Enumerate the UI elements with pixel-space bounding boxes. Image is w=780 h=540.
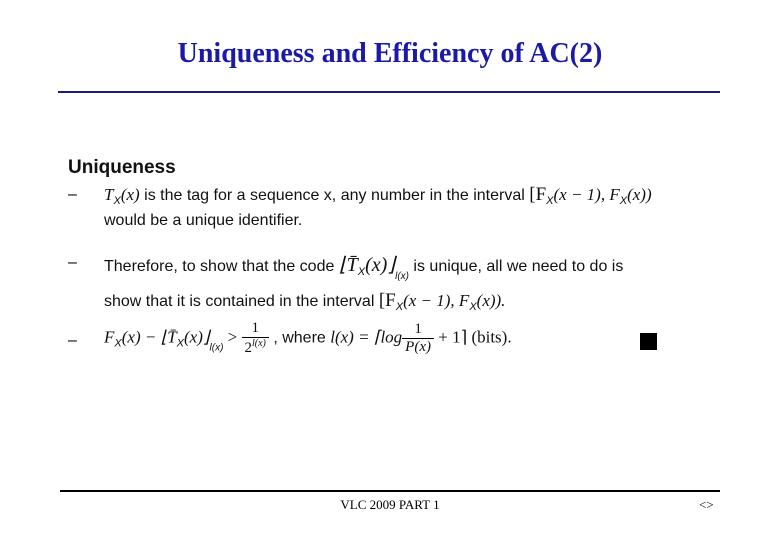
- bullet-dash-3: –: [68, 332, 77, 349]
- code-length-subscript: l(x): [395, 271, 409, 282]
- interval-sub-1: X: [546, 195, 554, 207]
- where-text: , where: [268, 329, 331, 347]
- fraction-denominator-base: 2: [244, 340, 252, 356]
- bullet-2-text-c: show that it is contained in the interval: [104, 293, 379, 310]
- f-subscript: X: [114, 337, 122, 350]
- fraction2-denominator: P(x): [405, 339, 431, 355]
- length-definition-end: + 1⌉ (bits).: [433, 327, 512, 347]
- interval-sub-2: X: [619, 195, 628, 207]
- page-number: <>: [699, 497, 714, 512]
- bullet-dash-1: –: [68, 186, 77, 203]
- bullet-2-text-a: Therefore, to show that the code: [104, 258, 339, 275]
- bullet-dash-2: –: [68, 254, 77, 271]
- interval-middle: (x − 1), F: [553, 185, 620, 204]
- end-of-proof-square: [640, 333, 657, 350]
- section-heading: Uniqueness: [68, 157, 176, 178]
- footer-divider: [60, 490, 720, 492]
- code-subscript: X: [357, 266, 366, 278]
- interval2-open: [F: [378, 290, 396, 311]
- interval-open: [F: [529, 184, 547, 205]
- floor-tag-subscript: X: [176, 337, 185, 350]
- length-definition: l(x) = ⌈log: [330, 327, 403, 347]
- fraction-one-over-two-power: [242, 320, 269, 357]
- interval-end: (x)): [627, 185, 652, 204]
- bullet-2-line-2: [104, 290, 505, 313]
- fraction-numerator: 1: [242, 320, 269, 338]
- fraction-denominator: [242, 338, 269, 357]
- bullet-1-line-1: [104, 184, 652, 207]
- f-symbol: F: [104, 327, 115, 347]
- tag-argument: (x): [120, 185, 140, 204]
- interval2-sub-2: X: [469, 301, 477, 313]
- tag-subscript: X: [113, 195, 121, 207]
- code-open: ⌊T̄: [338, 254, 358, 276]
- fraction-denominator-exponent: l(x): [252, 338, 266, 349]
- bullet-2-text-b: is unique, all we need to do is: [408, 258, 624, 275]
- footer-text: VLC 2009 PART 1: [340, 497, 440, 512]
- floor-tag-argument: (x)⌋: [184, 327, 210, 347]
- slide-title: Uniqueness and Efficiency of AC(2): [177, 38, 603, 69]
- interval2-middle: (x − 1), F: [403, 291, 470, 310]
- bullet-1-line-2: would be a unique identifier.: [104, 212, 303, 229]
- floor-length-subscript: l(x): [209, 342, 224, 354]
- bullet-3-formula: [104, 320, 512, 357]
- greater-than: >: [223, 327, 242, 347]
- interval2-sub-1: X: [395, 301, 404, 313]
- tag-symbol: T: [104, 185, 114, 204]
- bullet-1-text-a: is the tag for a sequence x, any number in the interval: [139, 187, 530, 204]
- f-argument-minus-floor: (x) − ⌊T̄: [121, 327, 177, 347]
- bullet-2-line-1: [104, 252, 623, 282]
- fraction2-numerator: 1: [402, 321, 434, 339]
- fraction-one-over-p: [402, 321, 434, 356]
- code-argument: (x)⌋: [365, 254, 396, 276]
- interval2-end: (x)).: [476, 291, 506, 310]
- title-divider: [58, 91, 720, 93]
